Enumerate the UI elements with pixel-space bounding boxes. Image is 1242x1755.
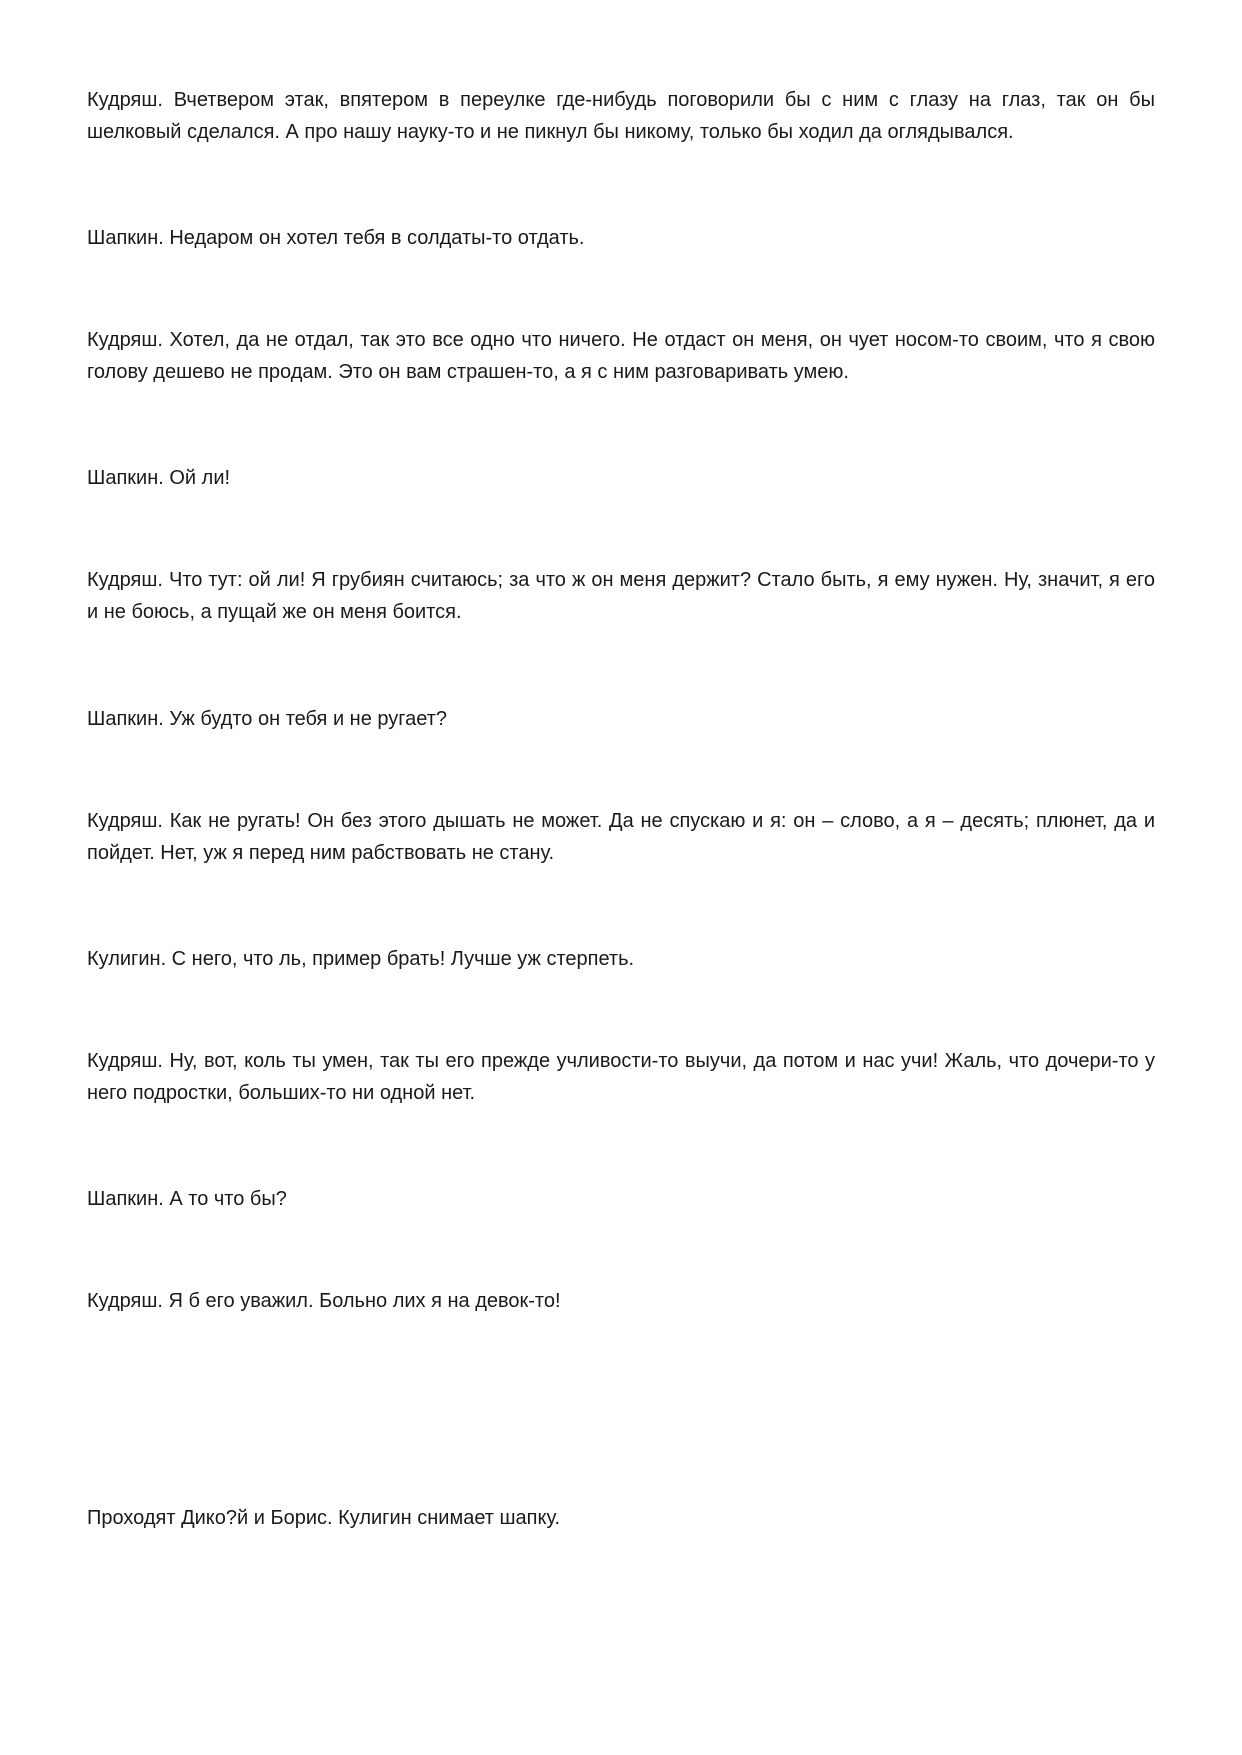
paragraph-kudryash-1: Кудряш. Вчетвером этак, впятером в переулке где-нибудь поговорили бы с ним с глазу на глаз, так он бы шелковый сделался. А про нашу науку-то и не пикнул бы никому, только бы ходил да оглядывался. (87, 89, 1155, 143)
paragraph-kudryash-5: Кудряш. Ну, вот, коль ты умен, так ты его прежде учливости-то выучи, да потом и нас учи! Жаль, что дочери-то у него подростки, больших-то ни одной нет. (87, 1050, 1155, 1104)
paragraph-kudryash-6: Кудряш. Я б его уважил. Больно лих я на девок-то! (87, 1290, 561, 1312)
paragraph-kudryash-4: Кудряш. Как не ругать! Он без этого дышать не может. Да не спускаю и я: он – слово, а я – десять; плюнет, да и пойдет. Нет, уж я перед ним рабствовать не стану. (87, 810, 1155, 864)
paragraph-kuligin-1: Кулигин. С него, что ль, пример брать! Лучше уж стерпеть. (87, 948, 635, 970)
paragraph-shapkin-4: Шапкин. А то что бы? (87, 1188, 287, 1210)
paragraph-kudryash-2: Кудряш. Хотел, да не отдал, так это все одно что ничего. Не отдаст он меня, он чует носом-то своим, что я свою голову дешево не продам. Это он вам страшен-то, а я с ним разговаривать умею. (87, 329, 1155, 383)
paragraph-shapkin-1: Шапкин. Недаром он хотел тебя в солдаты-то отдать. (87, 227, 585, 249)
paragraph-shapkin-2: Шапкин. Ой ли! (87, 467, 231, 489)
paragraph-shapkin-3: Шапкин. Уж будто он тебя и не ругает? (87, 708, 448, 730)
stage-direction: Проходят Дико?й и Борис. Кулигин снимает шапку. (87, 1507, 561, 1529)
paragraph-kudryash-3: Кудряш. Что тут: ой ли! Я грубиян считаюсь; за что ж он меня держит? Стало быть, я ему нужен. Ну, значит, я его и не боюсь, а пущай же он меня боится. (87, 569, 1155, 623)
